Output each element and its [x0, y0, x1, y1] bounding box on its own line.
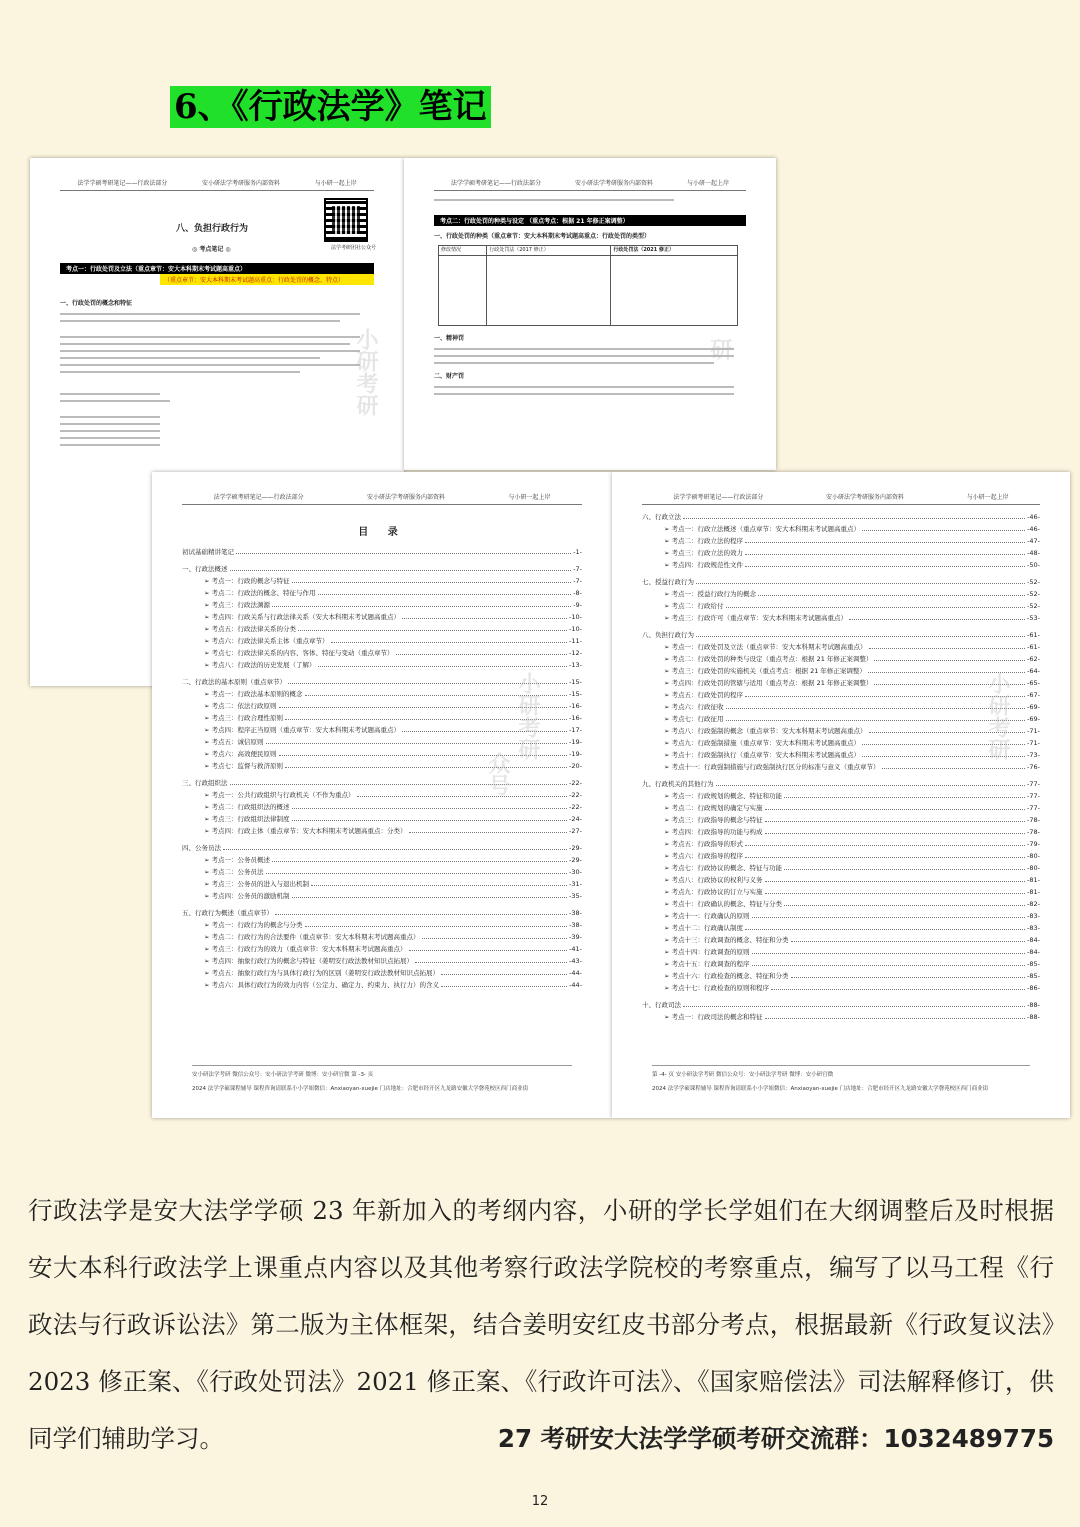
point-bar: 考点二：行政处罚的种类与设定 （重点考点：根据 21 年修正案调整）	[434, 215, 746, 226]
toc-entry: ➢ 考点六：高效便民原则 -19-	[182, 748, 582, 760]
watermark: 研	[707, 338, 732, 360]
toc-entry: ➢ 考点四：抽象行政行为的概念与特征（姜明安行政法教材知识点拓展） -43-	[182, 955, 582, 967]
toc-entry: ➢ 考点五：行政指导的形式 -79-	[642, 838, 1040, 850]
toc-entry: ➢ 考点四：公务员的激励机制 -35-	[182, 890, 582, 902]
toc-entry: ➢ 考点三：行政行为的效力（重点章节：安大本科期末考试题高重点） -41-	[182, 943, 582, 955]
toc-entry: ➢ 考点七：行政法律关系的内容、客体、特征与变动（重点章节） -12-	[182, 647, 582, 659]
toc-entry: ➢ 考点四：行政规范性文件 -50-	[642, 559, 1040, 571]
text-placeholder	[434, 362, 714, 364]
qr-caption: 法学考研团社公众号	[330, 245, 376, 251]
toc-entry: ➢ 考点一：行政处罚及立法（重点章节：安大本科期末考试题高重点） -61-	[642, 641, 1040, 653]
page-footer: 安小研法学考研 微信公众号：安小研法学考研 微博：安小研官微 第 -3- 页 2024 法学学硕课程辅导 课程咨询请联系小小学姐微信：Anxiaoyan-xuejie 门店地址：合肥市经开区九龙路安徽大学磬苑校区西门商业街	[192, 1065, 572, 1092]
toc-chapter: 七、授益行政行为 -52-	[642, 578, 1040, 586]
toc-entry: ➢ 考点七：行政征用 -69-	[642, 713, 1040, 725]
toc-entry: ➢ 考点十四：行政调查的原则 -84-	[642, 946, 1040, 958]
toc-entry: ➢ 考点二：依法行政原则 -16-	[182, 700, 582, 712]
qr-code-icon	[324, 198, 368, 242]
toc-entry: ➢ 考点四：行政指导的功能与构成 -78-	[642, 826, 1040, 838]
text-placeholder	[60, 437, 160, 439]
toc-entry: ➢ 考点四：程序正当原则（重点章节：安大本科期末考试题高重点） -17-	[182, 724, 582, 736]
toc-entry: ➢ 考点二：公务员法 -30-	[182, 866, 582, 878]
toc-entry: ➢ 考点六：行政指导的程序 -80-	[642, 850, 1040, 862]
toc-entry: ➢ 考点三：行政立法的效力 -48-	[642, 547, 1040, 559]
toc-entry: ➢ 考点一：行政法基本原则的概念 -15-	[182, 688, 582, 700]
text-placeholder	[60, 320, 340, 322]
toc-entry: ➢ 考点七：监督与救济原则 -20-	[182, 760, 582, 772]
toc-entry: ➢ 考点一：授益行政行为的概念 -52-	[642, 588, 1040, 600]
toc-title: 目 录	[358, 527, 406, 538]
intro-paragraph	[28, 1182, 1054, 1467]
toc-entry: ➢ 考点五：行政处罚的程序 -67-	[642, 689, 1040, 701]
point-bar: 考点一：行政处罚及立法（重点章节：安大本科期末考试题高重点）	[60, 263, 374, 274]
toc-chapter: 四、公务员法 -29-	[182, 844, 582, 852]
toc-chapter: 二、行政法的基本原则（重点章节） -15-	[182, 678, 582, 686]
toc-entry: ➢ 考点三：行政指导的概念与特征 -78-	[642, 814, 1040, 826]
toc-entry: ➢ 考点十五：行政调查的程序 -85-	[642, 958, 1040, 970]
toc-chapter: 五、行政行为概述（重点章节） -38-	[182, 909, 582, 917]
point-highlight: （重点章节：安大本科期末考试题高重点：行政处罚的概念、特点）	[160, 274, 374, 285]
toc-chapter: 十、行政司法 -88-	[642, 1001, 1040, 1009]
toc-entry: ➢ 考点十一：行政强制措施与行政强制执行区分的标准与意义（重点章节） -76-	[642, 761, 1040, 773]
toc-chapter: 九、行政机关的其他行为 -77-	[642, 780, 1040, 788]
text-placeholder	[60, 357, 320, 359]
toc-entry: ➢ 考点一：公共行政组织与行政机关（不作为重点） -22-	[182, 789, 582, 801]
page-header: 法学学硕考研笔记——行政法部分 安小研法学考研服务内部资料 与小研一起上岸	[182, 472, 582, 505]
toc-entry: ➢ 考点二：行政立法的程序 -47-	[642, 535, 1040, 547]
toc-entry: ➢ 考点十：行政强制执行（重点章节：安大本科期末考试题高重点） -73-	[642, 749, 1040, 761]
toc-entry: ➢ 考点三：行政法渊源 -9-	[182, 599, 582, 611]
toc-entry: ➢ 考点九：行政协议的订立与实施 -81-	[642, 886, 1040, 898]
toc-entry: ➢ 考点一：行政立法概述（重点章节：安大本科期末考试题高重点） -46-	[642, 523, 1040, 535]
toc-entry: ➢ 考点一：行政司法的概念和特征 -88-	[642, 1011, 1040, 1023]
watermark: 众号	[485, 752, 510, 796]
toc-entry: ➢ 考点六：具体行政行为的效力内容（公定力、确定力、约束力、执行力）的含义 -44-	[182, 979, 582, 991]
comparison-table: 修改情况 行政处罚法（2017 修正） 行政处罚法（2021 修正）	[438, 245, 738, 326]
toc-entry: ➢ 考点五：行政法律关系的分类 -10-	[182, 623, 582, 635]
page-header: 法学学硕考研笔记——行政法部分 安小研法学考研服务内部资料 与小研一起上岸	[60, 158, 374, 191]
toc-entry: ➢ 考点二：行政法的概念、特征与作用 -8-	[182, 587, 582, 599]
text-placeholder	[60, 343, 350, 345]
toc-entry: ➢ 考点一：行政规划的概念、特征和功能 -77-	[642, 790, 1040, 802]
toc-entry: ➢ 考点一：行政的概念与特征 -7-	[182, 575, 582, 587]
watermark: 小研考研	[353, 328, 378, 416]
toc-entry: ➢ 考点二：行政组织法的概述 -22-	[182, 801, 582, 813]
text-placeholder	[60, 393, 160, 395]
toc-entry: ➢ 考点四：行政处罚的管辖与适用（重点考点：根据 21 年修正案调整） -65-	[642, 677, 1040, 689]
toc-entry: ➢ 考点七：行政协议的概念、特征与功能 -80-	[642, 862, 1040, 874]
text-placeholder	[60, 371, 300, 373]
toc-entry: ➢ 考点六：行政征收 -69-	[642, 701, 1040, 713]
text-placeholder	[60, 430, 160, 432]
note-page-preview-2	[404, 158, 776, 470]
toc-entry: ➢ 考点十二：行政确认制度 -83-	[642, 922, 1040, 934]
page-footer: 第 -4- 页 安小研法学考研 微信公众号：安小研法学考研 微博：安小研官微 2024 法学学硕课程辅导 课程咨询请联系小小学姐微信：Anxiaoyan-xuejie 门店地址：合肥市经开区九龙路安徽大学磬苑校区西门商业街	[652, 1065, 1030, 1092]
toc-entry: ➢ 考点二：行政给付 -52-	[642, 600, 1040, 612]
text-placeholder	[60, 350, 360, 352]
toc-page-right	[612, 472, 1070, 1118]
section-title: 一、行政处罚的概念和特征	[60, 300, 133, 307]
toc-entry: ➢ 考点一：公务员概述 -29-	[182, 854, 582, 866]
toc-chapter: 八、负担行政行为 -61-	[642, 631, 1040, 639]
toc-list	[642, 511, 1040, 1023]
toc-entry: ➢ 考点十七：行政检查的原则和程序 -86-	[642, 982, 1040, 994]
text-placeholder	[434, 386, 734, 388]
toc-chapter: 初试基础精讲笔记 -1-	[182, 548, 582, 556]
section-title: 一、精神罚	[434, 335, 465, 342]
intro-text: 行政法学是安大法学学硕 23 年新加入的考纲内容，小研的学长学姐们在大纲调整后及时根据安大本科行政法学上课重点内容以及其他考察行政法学院校的考察重点，编写了以马工程《行政法与行政诉讼法》第二版为主体框架，结合姜明安红皮书部分考点，根据最新《行政复议法》2023 修正案、《行政处罚法》2021 修正案、《行政许可法》、《国家赔偿法》司法解释修订，供同学们辅助学习。	[28, 1196, 1054, 1453]
watermark: 小研考研	[515, 672, 540, 760]
group-number: 27 考研安大法学学硕考研交流群：1032489775	[497, 1424, 1054, 1453]
page-header: 法学学硕考研笔记——行政法部分 安小研法学考研服务内部资料 与小研一起上岸	[642, 472, 1040, 505]
toc-entry: ➢ 考点三：行政合理性原则 -16-	[182, 712, 582, 724]
text-placeholder	[60, 313, 360, 315]
toc-entry: ➢ 考点十六：行政检查的概念、特征和分类 -85-	[642, 970, 1040, 982]
section-title: 一、行政处罚的种类（重点章节：安大本科期末考试题高重点：行政处罚的类型）	[434, 233, 651, 240]
toc-page-left	[152, 472, 612, 1118]
toc-entry: ➢ 考点九：行政强制措施（重点章节：安大本科期末考试题高重点） -71-	[642, 737, 1040, 749]
text-placeholder	[60, 416, 160, 418]
text-placeholder	[434, 393, 734, 395]
chapter-subtitle: ◎ 考点笔记 ◎	[192, 246, 231, 253]
toc-entry: ➢ 考点八：行政协议的权利与义务 -81-	[642, 874, 1040, 886]
toc-list	[182, 546, 582, 991]
toc-entry: ➢ 考点二：行政处罚的种类与设定（重点考点：根据 21 年修正案调整） -62-	[642, 653, 1040, 665]
text-placeholder	[60, 400, 170, 402]
page-number: 12	[531, 1494, 549, 1509]
text-placeholder	[60, 423, 160, 425]
toc-entry: ➢ 考点五：诚信原则 -19-	[182, 736, 582, 748]
toc-entry: ➢ 考点三：公务员的进入与退出机制 -31-	[182, 878, 582, 890]
toc-entry: ➢ 考点八：行政强制的概念（重点章节：安大本科期末考试题高重点） -71-	[642, 725, 1040, 737]
toc-entry: ➢ 考点一：行政行为的概念与分类 -38-	[182, 919, 582, 931]
toc-chapter: 三、行政组织法 -22-	[182, 779, 582, 787]
text-placeholder	[434, 355, 734, 357]
toc-entry: ➢ 考点八：行政法的历史发展（了解） -13-	[182, 659, 582, 671]
toc-entry: ➢ 考点十一：行政确认的原则 -83-	[642, 910, 1040, 922]
toc-entry: ➢ 考点四：行政主体（重点章节：安大本科期末考试题高重点：分类） -27-	[182, 825, 582, 837]
page-header: 法学学硕考研笔记——行政法部分 安小研法学考研服务内部资料 与小研一起上岸	[434, 158, 746, 191]
text-placeholder	[60, 364, 360, 366]
toc-entry: ➢ 考点二：行政规划的确定与实施 -77-	[642, 802, 1040, 814]
toc-entry: ➢ 考点二：行政行为的合法要件（重点章节：安大本科期末考试题高重点） -39-	[182, 931, 582, 943]
text-placeholder	[60, 444, 160, 446]
toc-chapter: 六、行政立法 -46-	[642, 513, 1040, 521]
watermark: 小研考研	[985, 672, 1010, 760]
section-heading: 6、《行政法学》笔记	[170, 86, 491, 128]
toc-entry: ➢ 考点三：行政许可（重点章节：安大本科期末考试题高重点） -53-	[642, 612, 1040, 624]
text-placeholder	[60, 336, 360, 338]
toc-chapter: 一、行政法概述 -7-	[182, 565, 582, 573]
section-title: 二、财产罚	[434, 373, 465, 380]
text-placeholder	[434, 348, 734, 350]
toc-entry: ➢ 考点五：抽象行政行为与具体行政行为的区别（姜明安行政法教材知识点拓展） -44-	[182, 967, 582, 979]
text-placeholder	[434, 199, 674, 201]
chapter-title: 八、负担行政行为	[176, 224, 249, 234]
toc-entry: ➢ 考点十：行政确认的概念、特征与分类 -82-	[642, 898, 1040, 910]
toc-entry: ➢ 考点三：行政处罚的实施机关（重点考点：根据 21 年修正案调整） -64-	[642, 665, 1040, 677]
toc-entry: ➢ 考点六：行政法律关系主体（重点章节） -11-	[182, 635, 582, 647]
toc-entry: ➢ 考点三：行政组织法律制度 -24-	[182, 813, 582, 825]
toc-entry: ➢ 考点十三：行政调查的概念、特征和分类 -84-	[642, 934, 1040, 946]
toc-entry: ➢ 考点四：行政关系与行政法律关系（安大本科期末考试题高重点） -10-	[182, 611, 582, 623]
